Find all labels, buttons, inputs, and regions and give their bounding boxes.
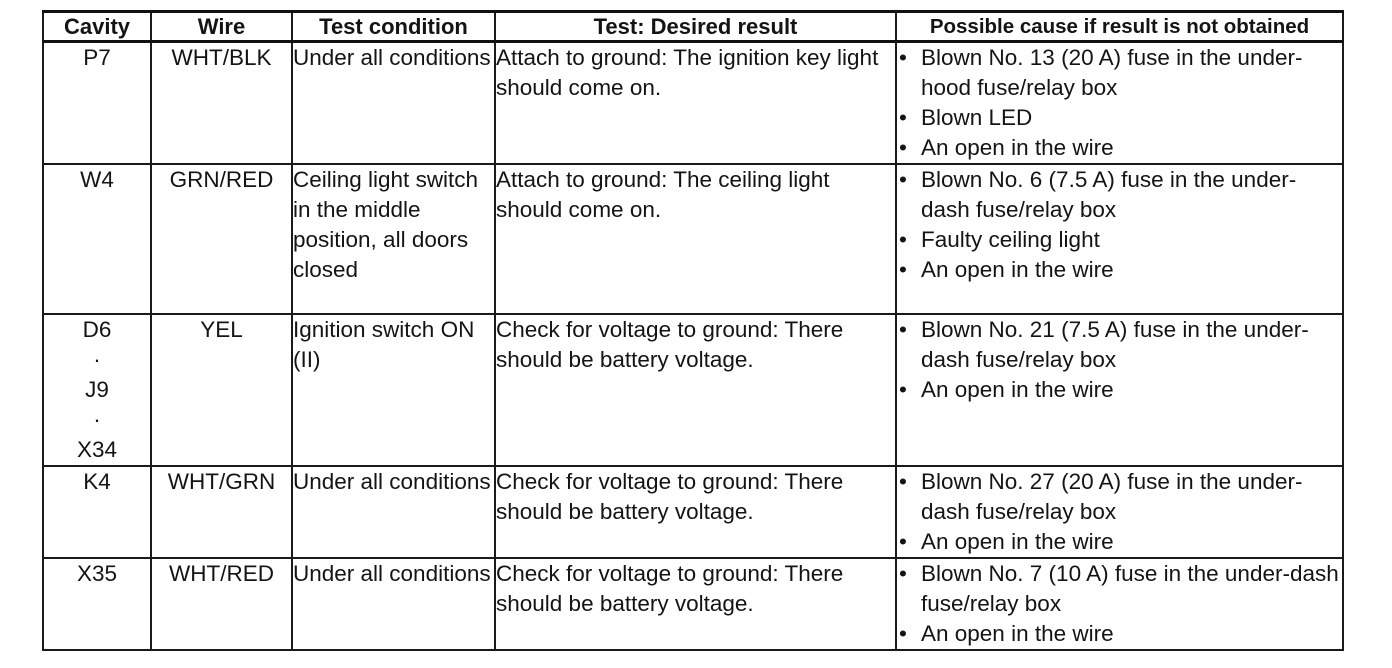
cause-list [897,315,1342,405]
cavity-cell [43,164,151,314]
cavity-cell [43,466,151,558]
header-desired-result: Test: Desired result [495,12,896,42]
cause-item: • An open in the wire [897,527,1342,557]
cavity-label: P7 [83,45,111,70]
cause-item: • Blown LED [897,103,1342,133]
cause-item: • An open in the wire [897,255,1342,285]
wire-cell: WHT/BLK [151,42,292,165]
cavity-separator: · [93,407,101,432]
cavity-cell [43,314,151,466]
cause-cell [896,466,1343,558]
cause-list [897,559,1342,649]
wire-cell: WHT/RED [151,558,292,650]
result-cell: Check for voltage to ground: There should be battery voltage. [495,466,896,558]
table-row [43,466,1343,558]
cause-item: • Blown No. 7 (10 A) fuse in the under-dash fuse/relay box [897,559,1342,619]
cavity-cell [43,42,151,165]
table-row [43,314,1343,466]
result-cell: Check for voltage to ground: There should be battery voltage. [495,558,896,650]
condition-cell: Ignition switch ON (II) [292,314,495,466]
cause-cell [896,164,1343,314]
cause-item: • Blown No. 6 (7.5 A) fuse in the under-dash fuse/relay box [897,165,1342,225]
cause-item: • An open in the wire [897,619,1342,649]
condition-cell: Under all conditions [292,466,495,558]
header-test-condition: Test condition [292,12,495,42]
result-cell: Check for voltage to ground: There should be battery voltage. [495,314,896,466]
cause-item: • Blown No. 21 (7.5 A) fuse in the under-dash fuse/relay box [897,315,1342,375]
cause-cell [896,558,1343,650]
troubleshooting-table [42,10,1344,651]
cause-cell [896,42,1343,165]
cavity-label: D6 [82,317,112,342]
header-possible-cause: Possible cause if result is not obtained [896,12,1343,42]
wire-cell: YEL [151,314,292,466]
condition-cell: Under all conditions [292,558,495,650]
cause-item: • Faulty ceiling light [897,225,1342,255]
table-row [43,164,1343,314]
header-wire: Wire [151,12,292,42]
result-cell: Attach to ground: The ignition key light should come on. [495,42,896,165]
cause-item: • An open in the wire [897,133,1342,163]
cavity-label: X35 [76,561,118,586]
header-row [43,12,1343,42]
table-row [43,558,1343,650]
condition-cell: Under all conditions [292,42,495,165]
table-row [43,42,1343,165]
header-cavity: Cavity [43,12,151,42]
cavity-label: K4 [83,469,111,494]
cavity-label: X34 [76,437,118,462]
cause-item: • An open in the wire [897,375,1342,405]
cause-cell [896,314,1343,466]
cause-list [897,43,1342,163]
cause-list [897,467,1342,557]
result-cell: Attach to ground: The ceiling light should come on. [495,164,896,314]
wire-cell: GRN/RED [151,164,292,314]
cavity-cell [43,558,151,650]
wire-cell: WHT/GRN [151,466,292,558]
cavity-label: J9 [85,377,109,402]
cavity-label: W4 [80,167,114,192]
condition-cell: Ceiling light switch in the middle position, all doors closed [292,164,495,314]
cause-item: • Blown No. 27 (20 A) fuse in the under-dash fuse/relay box [897,467,1342,527]
cause-item: • Blown No. 13 (20 A) fuse in the under-hood fuse/relay box [897,43,1342,103]
cavity-separator: · [93,347,101,372]
cause-list [897,165,1342,285]
